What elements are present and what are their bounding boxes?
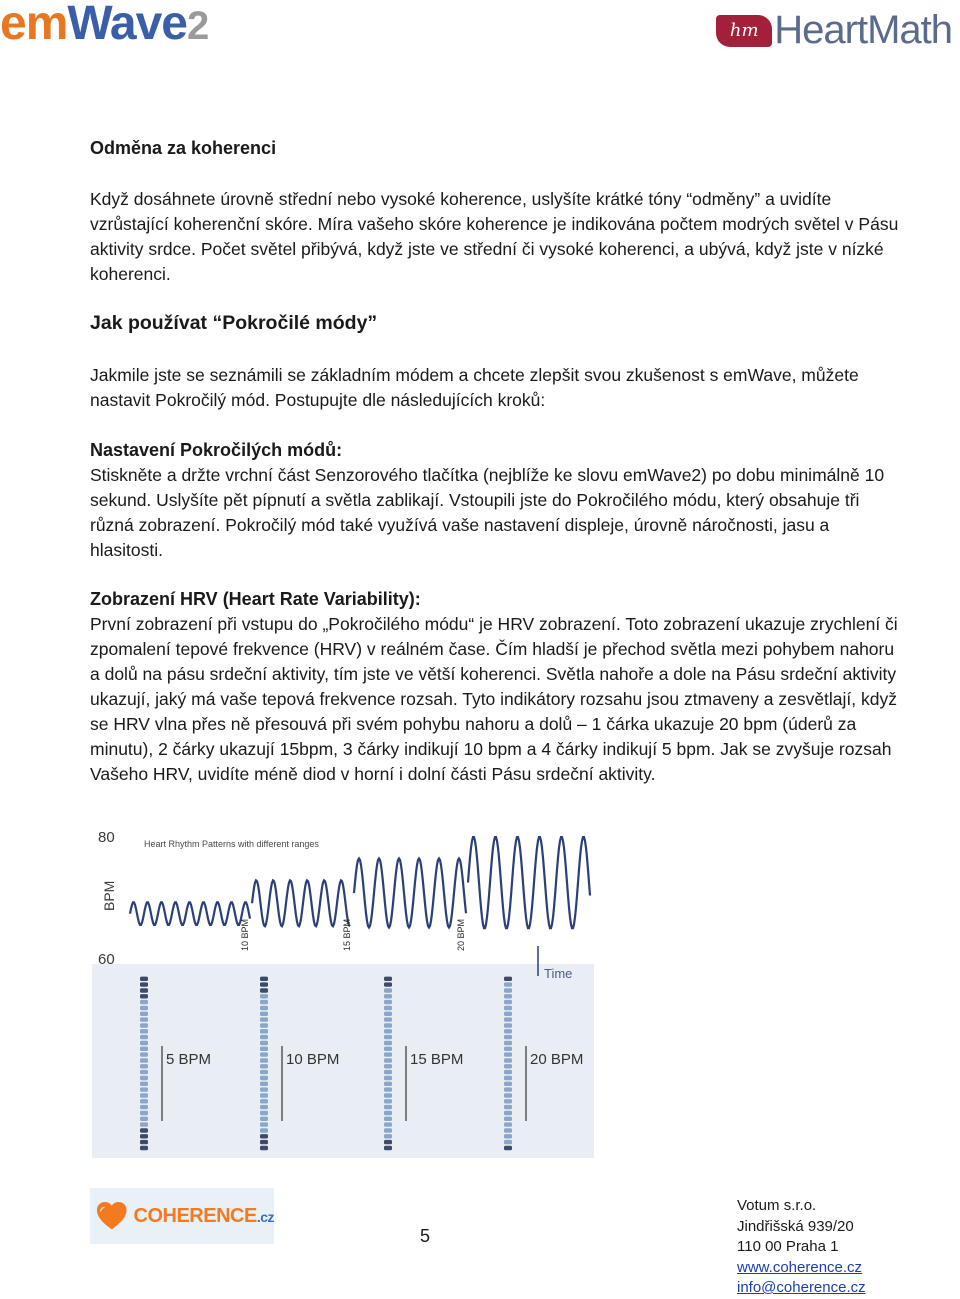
page-number: 5	[420, 1226, 431, 1246]
led-segment	[260, 1052, 268, 1056]
led-segment	[384, 1052, 392, 1056]
led-segment	[384, 1058, 392, 1062]
led-segment	[140, 1017, 148, 1021]
led-segment	[260, 1111, 268, 1115]
led-segment	[140, 1140, 148, 1144]
heartmath-wordmark: HeartMath	[774, 8, 952, 52]
led-segment	[504, 977, 512, 981]
led-segment	[384, 1064, 392, 1068]
waveform-label: 20 BPM	[456, 918, 466, 951]
logo-em: em	[0, 0, 68, 50]
section-setup	[90, 438, 900, 563]
led-segment	[260, 1029, 268, 1033]
led-segment	[260, 1140, 268, 1144]
y-axis-bottom-label: 60	[98, 951, 115, 968]
company-street: Jindřišská 939/20	[737, 1217, 854, 1235]
led-segment	[384, 1111, 392, 1115]
led-segment	[384, 1047, 392, 1051]
hrv-patterns-figure	[92, 826, 594, 1158]
led-segment	[140, 1035, 148, 1039]
led-segment	[384, 1017, 392, 1021]
led-segment	[260, 977, 268, 981]
led-segment	[384, 1023, 392, 1027]
led-segment	[260, 1093, 268, 1097]
led-segment	[384, 1134, 392, 1138]
led-segment	[384, 1012, 392, 1016]
y-axis-title: BPM	[101, 880, 117, 911]
led-segment	[140, 994, 148, 998]
led-segment	[260, 1017, 268, 1021]
led-segment	[504, 1041, 512, 1045]
led-segment	[504, 1105, 512, 1109]
led-segment	[384, 1117, 392, 1121]
led-segment	[260, 1146, 268, 1150]
waveform-label: 15 BPM	[342, 918, 352, 951]
led-segment	[504, 1087, 512, 1091]
heartmath-badge: hm	[716, 15, 772, 47]
company-city: 110 00 Praha 1	[737, 1238, 839, 1255]
led-segment	[260, 1012, 268, 1016]
led-segment	[140, 1111, 148, 1115]
led-segment	[260, 1117, 268, 1121]
led-segment	[384, 1105, 392, 1109]
led-segment	[260, 1134, 268, 1138]
led-segment	[260, 994, 268, 998]
waveform-label: 10 BPM	[240, 918, 250, 951]
logo-wave: Wave	[67, 0, 187, 50]
company-address	[737, 1196, 866, 1299]
led-segment	[260, 982, 268, 986]
led-segment	[384, 1035, 392, 1039]
led-segment	[504, 1023, 512, 1027]
y-axis-top-label: 80	[98, 829, 115, 846]
section-title: Nastavení Pokročilých módů:	[90, 440, 343, 460]
website-link[interactable]: www.coherence.cz	[737, 1258, 863, 1276]
bar-label: 15 BPM	[410, 1051, 464, 1068]
led-segment	[504, 1006, 512, 1010]
led-segment	[384, 994, 392, 998]
section-reward	[90, 136, 900, 161]
led-segment	[140, 1041, 148, 1045]
led-segment	[504, 988, 512, 992]
led-segment	[504, 994, 512, 998]
heart-icon	[94, 1192, 130, 1240]
led-segment	[384, 1076, 392, 1080]
emwave2-logo	[0, 0, 208, 48]
led-segment	[140, 982, 148, 986]
led-segment	[384, 1099, 392, 1103]
led-segment	[504, 1017, 512, 1021]
led-segment	[140, 977, 148, 981]
led-segment	[140, 1029, 148, 1033]
figure-title: Heart Rhythm Patterns with different ranges	[144, 839, 319, 849]
led-segment	[260, 1041, 268, 1045]
bar-label: 5 BPM	[166, 1051, 212, 1068]
led-segment	[504, 1099, 512, 1103]
led-segment	[140, 1146, 148, 1150]
led-segment	[384, 1128, 392, 1132]
led-segment	[504, 1117, 512, 1121]
led-segment	[140, 1058, 148, 1062]
heartmath-logo	[716, 8, 952, 53]
led-segment	[260, 1087, 268, 1091]
led-segment	[384, 1070, 392, 1074]
paragraph: Stiskněte a držte vrchní část Senzorového tlačítka (nejblíže ke slovu emWave2) po dobu minimálně 10 sekund. Uslyšíte pět pípnutí a světla zablikají. Vstoupili jste do Pokročilého módu, který obsahuje tři různá zobrazení. Pokročilý mód také využívá vaše nastavení displeje, úrovně náročnosti, jasu a hlasitosti.	[90, 465, 885, 560]
led-segment	[384, 1140, 392, 1144]
led-segment	[260, 1023, 268, 1027]
led-segment	[140, 1076, 148, 1080]
led-segment	[384, 1000, 392, 1004]
company-name: Votum s.r.o.	[737, 1197, 817, 1214]
led-segment	[140, 1047, 148, 1051]
led-segment	[260, 1006, 268, 1010]
led-segment	[260, 1035, 268, 1039]
led-segment	[504, 1122, 512, 1126]
section-advanced	[90, 311, 900, 336]
section-reward-body	[90, 187, 900, 287]
coherence-wordmark	[134, 1205, 274, 1228]
coherence-logo	[90, 1188, 274, 1244]
led-segment	[384, 977, 392, 981]
section-title: Jak používat “Pokročilé módy”	[90, 312, 378, 334]
section-title: Odměna za koherenci	[90, 138, 277, 158]
coherence-wordmark-main: COHERENCE	[133, 1204, 257, 1227]
led-segment	[140, 1099, 148, 1103]
led-segment	[504, 1064, 512, 1068]
led-segment	[384, 1041, 392, 1045]
led-segment	[260, 1105, 268, 1109]
led-segment	[504, 1035, 512, 1039]
paragraph: Jakmile jste se seznámili se základním módem a chcete zlepšit svou zkušenost s emWave, můžete nastavit Pokročilý mód. Postupujte dle následujících kroků:	[90, 365, 859, 410]
section-hrv	[90, 587, 900, 787]
led-segment	[140, 1023, 148, 1027]
led-segment	[140, 1082, 148, 1086]
led-segment	[260, 1000, 268, 1004]
led-segment	[140, 988, 148, 992]
led-segment	[504, 1128, 512, 1132]
led-segment	[260, 1128, 268, 1132]
led-segment	[140, 1128, 148, 1132]
x-axis-title: Time	[544, 966, 573, 981]
led-segment	[140, 1117, 148, 1121]
led-segment	[384, 1006, 392, 1010]
led-segment	[140, 1134, 148, 1138]
led-segment	[384, 988, 392, 992]
bar-label: 20 BPM	[530, 1051, 584, 1068]
led-segment	[260, 1082, 268, 1086]
led-segment	[384, 1087, 392, 1091]
led-segment	[384, 1146, 392, 1150]
led-segment	[260, 1064, 268, 1068]
led-segment	[384, 1029, 392, 1033]
led-segment	[504, 1134, 512, 1138]
bar-label: 10 BPM	[286, 1051, 340, 1068]
paragraph: Když dosáhnete úrovně střední nebo vysoké koherence, uslyšíte krátké tóny “odměny” a uvidíte vzrůstající koherenční skóre. Míra vašeho skóre koherence je indikována počtem modrých světel v Pásu aktivity srdce. Počet světel přibývá, když jste ve střední či vysoké koherenci, a ubývá, když jste v nízké koherenci.	[90, 189, 899, 284]
paragraph: První zobrazení při vstupu do „Pokročilého módu“ je HRV zobrazení. Toto zobrazení ukazuje zrychlení či zpomalení tepové frekvence (HRV) v reálném čase. Čím hladší je přechod světla mezi pohybem nahoru a dolů na pásu srdeční aktivity, tím jste ve větší koherenci. Světla nahoře a dole na Pásu srdeční aktivity ukazují, jaký má vaše tepová frekvence rozsah. Tyto indikátory rozsahu jsou ztmaveny a zesvětlají, když se HRV vlna přes ně přesouvá při svém pohybu nahoru a dolů – 1 čárka ukazuje 20 bpm (úderů za minutu), 2 čárky ukazují 15bpm, 3 čárky indikují 10 bpm a 4 čárky indikují 5 bpm. Jak se zvyšuje rozsah Vašeho HRV, uvidíte méně diod v horní i dolní části Pásu srdeční aktivity.	[90, 614, 898, 784]
led-segment	[504, 1140, 512, 1144]
led-segment	[504, 1076, 512, 1080]
section-advanced-body	[90, 363, 900, 413]
led-segment	[260, 1099, 268, 1103]
led-segment	[140, 1087, 148, 1091]
led-segment	[260, 1070, 268, 1074]
led-segment	[260, 1047, 268, 1051]
led-segment	[384, 982, 392, 986]
led-segment	[260, 1076, 268, 1080]
led-segment	[260, 1122, 268, 1126]
led-segment	[504, 1052, 512, 1056]
led-segment	[504, 1029, 512, 1033]
led-segment	[504, 1146, 512, 1150]
led-segment	[140, 1093, 148, 1097]
led-segment	[140, 1006, 148, 1010]
led-segment	[504, 1082, 512, 1086]
led-segment	[140, 1105, 148, 1109]
led-segment	[384, 1093, 392, 1097]
led-segment	[140, 1122, 148, 1126]
email-link[interactable]: info@coherence.cz	[737, 1279, 866, 1296]
led-segment	[504, 1111, 512, 1115]
logo-two: 2	[186, 4, 209, 48]
led-segment	[504, 1093, 512, 1097]
led-segment	[504, 1000, 512, 1004]
led-segment	[504, 1070, 512, 1074]
led-segment	[504, 1047, 512, 1051]
led-segment	[260, 1058, 268, 1062]
led-segment	[140, 1000, 148, 1004]
led-segment	[140, 1052, 148, 1056]
section-title: Zobrazení HRV (Heart Rate Variability):	[90, 589, 421, 609]
led-segment	[384, 1082, 392, 1086]
led-segment	[140, 1012, 148, 1016]
led-segment	[504, 982, 512, 986]
led-segment	[504, 1058, 512, 1062]
coherence-wordmark-suffix: .cz	[256, 1208, 274, 1225]
led-segment	[140, 1064, 148, 1068]
led-segment	[384, 1122, 392, 1126]
led-segment	[260, 988, 268, 992]
led-segment	[140, 1070, 148, 1074]
led-segment	[504, 1012, 512, 1016]
